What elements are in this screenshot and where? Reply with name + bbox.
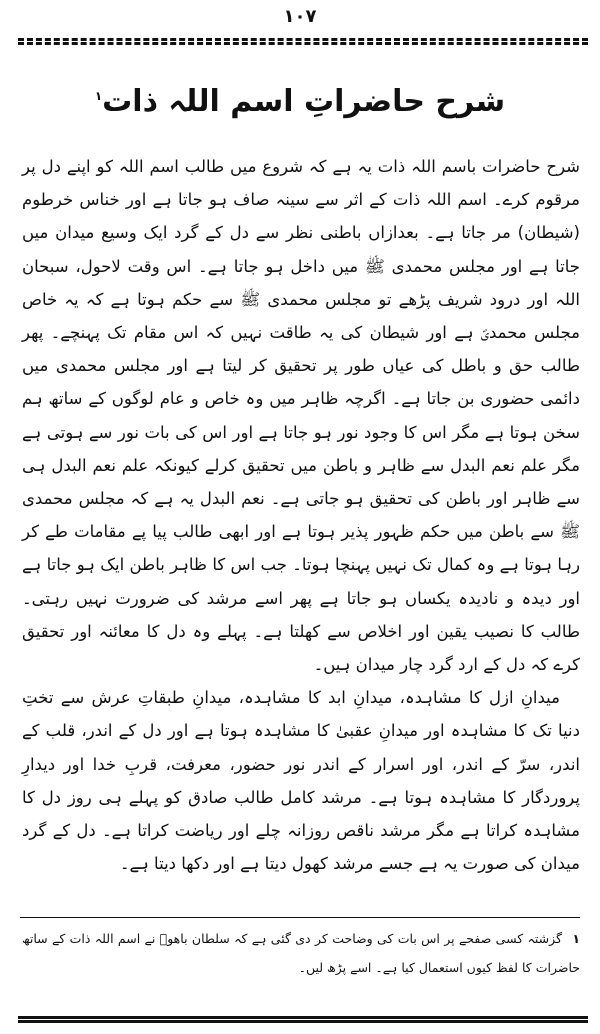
footer-rule (18, 1016, 588, 1023)
chapter-title (0, 76, 600, 122)
paragraph: میدانِ ازل کا مشاہدہ، میدانِ ابد کا مشاہدہ، میدانِ طبقاتِ عرش سے تختِ دنیا تک کا مشاہدہ اور میدانِ عقبیٰ کا مشاہدہ ہوتا ہے اور دل کے اندر، قلب کے اندر، سرّ کے اندر، اور اسرار کے اندر نور حضور، معرفت، قربِ خدا اور دیدارِ پروردگار کا مشاہدہ ہوتا ہے۔ مرشد کامل طالب صادق کو پہلے ہی روز دل کا مشاہدہ کراتا ہے مگر مرشد ناقص روزانہ چلے اور ریاضت کراتا ہے۔ دل کے گرد میدان کی صورت یہ ہے جسے مرشد کھول دیتا ہے اور دکھا دیتا ہے۔ (22, 688, 580, 874)
footnote (22, 924, 580, 982)
body-text (22, 150, 580, 880)
header-rule (18, 38, 588, 45)
title-footnote-marker: ۱ (94, 89, 103, 103)
footnote-rule (20, 917, 580, 918)
chapter-title-text: شرح حاضراتِ اسم اللہ ذات (102, 84, 506, 119)
footnote-marker: ۱ (572, 931, 580, 946)
footnote-text: گزشتہ کسی صفحے پر اس بات کی وضاحت کر دی گئی ہے کہ سلطان باھوؒ نے اسم اللہ ذات کے ساتھ حاضرات کا لفظ کیوں استعمال کیا ہے۔ اسے پڑھ لیں۔ (22, 931, 580, 975)
page-number: ۱۰۷ (283, 6, 317, 27)
paragraph: شرح حاضرات باسم اللہ ذات یہ ہے کہ شروع میں طالب اسم اللہ کو اپنے دل پر مرقوم کرے۔ اسم اللہ ذات کے اثر سے سینہ صاف ہو جاتا ہے اور خناس خرطوم (شیطان) مر جاتا ہے۔ بعدازاں باطنی نظر سے دل کے گرد ایک وسیع میدان میں جاتا ہے اور مجلس محمدی ﷺ میں داخل ہو جاتا ہے۔ اس وقت لاحول، سبحان اللہ اور درود شریف پڑھے تو مجلس محمدی ﷺ سے حکم ہوتا ہے کہ یہ خاص مجلس محمدیؐ ہے اور شیطان کی یہ طاقت نہیں کہ اس مقام تک پہنچے۔ پھر طالب حق و باطل کی عیاں طور پر تحقیق کر لیتا ہے اور مجلس محمدی میں دائمی حضوری بن جاتا ہے۔ اگرچہ ظاہر میں وہ خاص و عام لوگوں کے ساتھ ہم سخن ہوتا ہے مگر اس کا وجود نور ہو جاتا ہے اور اس کی بات نور سے ہوتی ہے مگر علم نعم البدل سے ظاہر و باطن میں تحقیق کرلے کیونکہ علم نعم البدل ہی سے ظاہر اور باطن کی تحقیق ہو جاتی ہے۔ نعم البدل یہ ہے کہ مجلس محمدی ﷺ سے باطن میں حکم ظہور پذیر ہوتا ہے اور ابھی طالب پیا پے مقامات طے کر رہا ہوتا ہے وہ کمال تک نہیں پہنچا ہوتا۔ جب اس کا ظاہر باطن ایک ہو جاتا ہے اور دیدہ و نادیدہ یکساں ہو جاتا ہے پھر اسے مرشد کی ضرورت نہیں رہتی۔ طالب کا نصیب یقین اور اخلاص سے کھلتا ہے۔ پہلے وہ دل کا معائنہ اور تحقیق کرے کہ دل کے ارد گرد چار میدان ہیں۔ (22, 157, 580, 675)
